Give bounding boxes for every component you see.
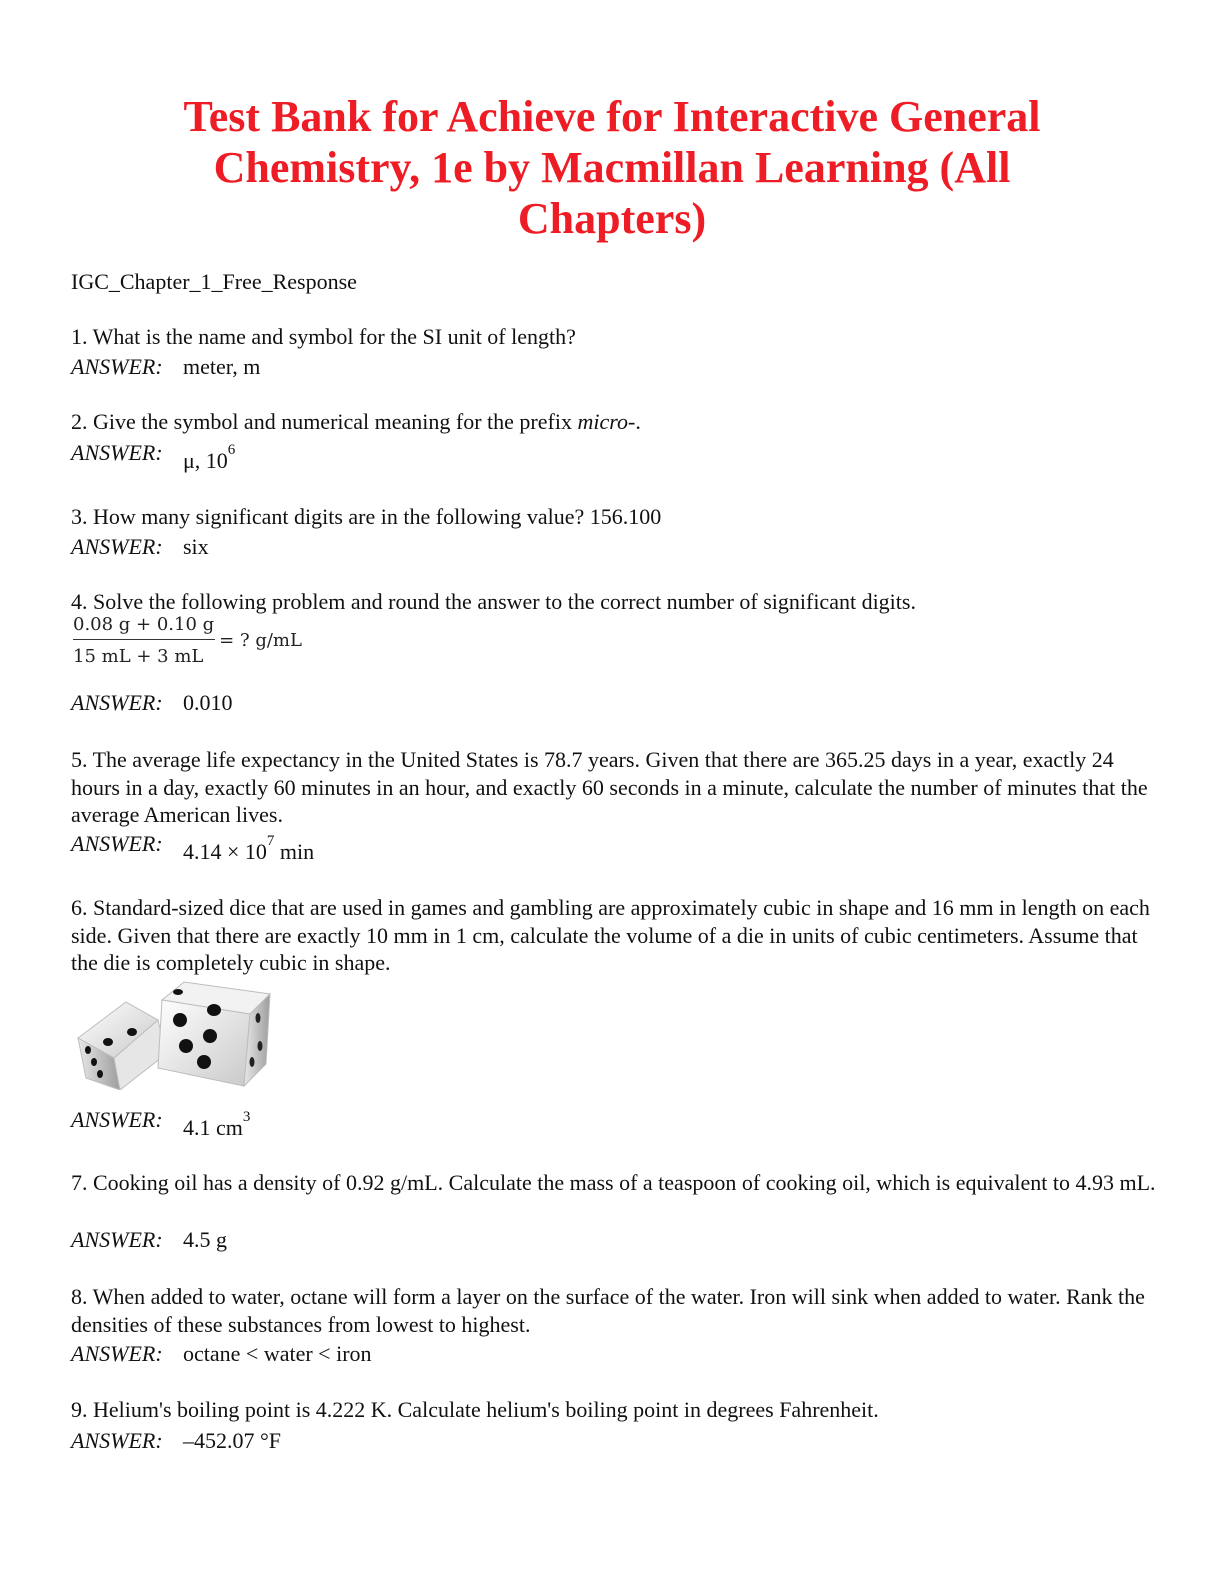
title-line-1: Test Bank for Achieve for Interactive General [183, 92, 1041, 141]
question-8: 8. When added to water, octane will form a layer on the surface of the water. Iron will sink when added to water. Rank the densities of these substances from lowest to highest. [71, 1284, 1145, 1337]
title-line-2: Chemistry, 1e by Macmillan Learning (All [213, 143, 1011, 192]
answer-7-value: 4.5 g [183, 1227, 227, 1252]
answer-2 [71, 440, 236, 473]
document-title [150, 91, 1074, 244]
answer-label: ANSWER: [71, 354, 163, 379]
answer-label: ANSWER: [71, 534, 163, 559]
title-line-3: Chapters) [517, 194, 707, 243]
answer-label: ANSWER: [71, 440, 163, 465]
question-9: 9. Helium's boiling point is 4.222 K. Calculate helium's boiling point in degrees Fahrenheit. [71, 1397, 879, 1422]
density-formula [73, 614, 302, 667]
answer-1 [71, 354, 260, 380]
answer-3-value: six [183, 534, 209, 559]
answer-9-value: –452.07 °F [183, 1428, 282, 1453]
answer-5-value: $4.14 \times 10^7$ min [183, 833, 315, 864]
answer-9 [71, 1428, 281, 1454]
question-4: 4. Solve the following problem and round the answer to the correct number of significant digits. [71, 589, 916, 614]
answer-6 [71, 1107, 251, 1140]
answer-label: ANSWER: [71, 690, 163, 715]
answer-5 [71, 831, 315, 864]
answer-label: ANSWER: [71, 831, 163, 856]
question-7: 7. Cooking oil has a density of 0.92 g/mL. Calculate the mass of a teaspoon of cooking oil, which is equivalent to 4.93 mL. [71, 1170, 1156, 1195]
answer-4-value: 0.010 [183, 690, 233, 715]
answer-1-value: meter, m [183, 354, 261, 379]
answer-6-value: 4.1 $cm^3$ [183, 1109, 251, 1140]
answer-8 [71, 1341, 372, 1367]
answer-label: ANSWER: [71, 1107, 163, 1132]
question-3: 3. How many significant digits are in the following value? 156.100 [71, 504, 662, 529]
answer-label: ANSWER: [71, 1341, 163, 1366]
answer-7 [71, 1227, 227, 1253]
formula-rhs: = ? g/mL [219, 630, 302, 651]
formula-denominator: 15 mL + 3 mL [73, 646, 204, 667]
dice-illustration [74, 980, 274, 1090]
question-6: 6. Standard-sized dice that are used in games and gambling are approximately cubic in shape and 16 mm in length on each side. Given that there are exactly 10 mm in 1 cm, calculate the volume of a die in units of cubic centimeters. Assume that the die is completely cubic in shape. [71, 895, 1150, 975]
right-die [158, 982, 270, 1086]
question-2: 2. Give the symbol and numerical meaning for the prefix micro-. [71, 409, 641, 434]
left-die [78, 1002, 166, 1090]
answer-label: ANSWER: [71, 1227, 163, 1252]
section-heading: IGC_Chapter_1_Free_Response [71, 269, 357, 294]
question-5: 5. The average life expectancy in the United States is 78.7 years. Given that there are 365.25 days in a year, exactly 24 hours in a day, exactly 60 minutes in an hour, and exactly 60 seconds in a minute, calculate the number of minutes that the average American lives. [71, 747, 1148, 827]
answer-4 [71, 690, 233, 716]
answer-2-value: μ, $10^6$ [183, 442, 236, 473]
answer-label: ANSWER: [71, 1428, 163, 1453]
answer-3 [71, 534, 209, 560]
answer-8-value: octane < water < iron [183, 1341, 372, 1366]
formula-numerator: 0.08 g + 0.10 g [73, 614, 215, 640]
question-1: 1. What is the name and symbol for the SI unit of length? [71, 324, 576, 349]
